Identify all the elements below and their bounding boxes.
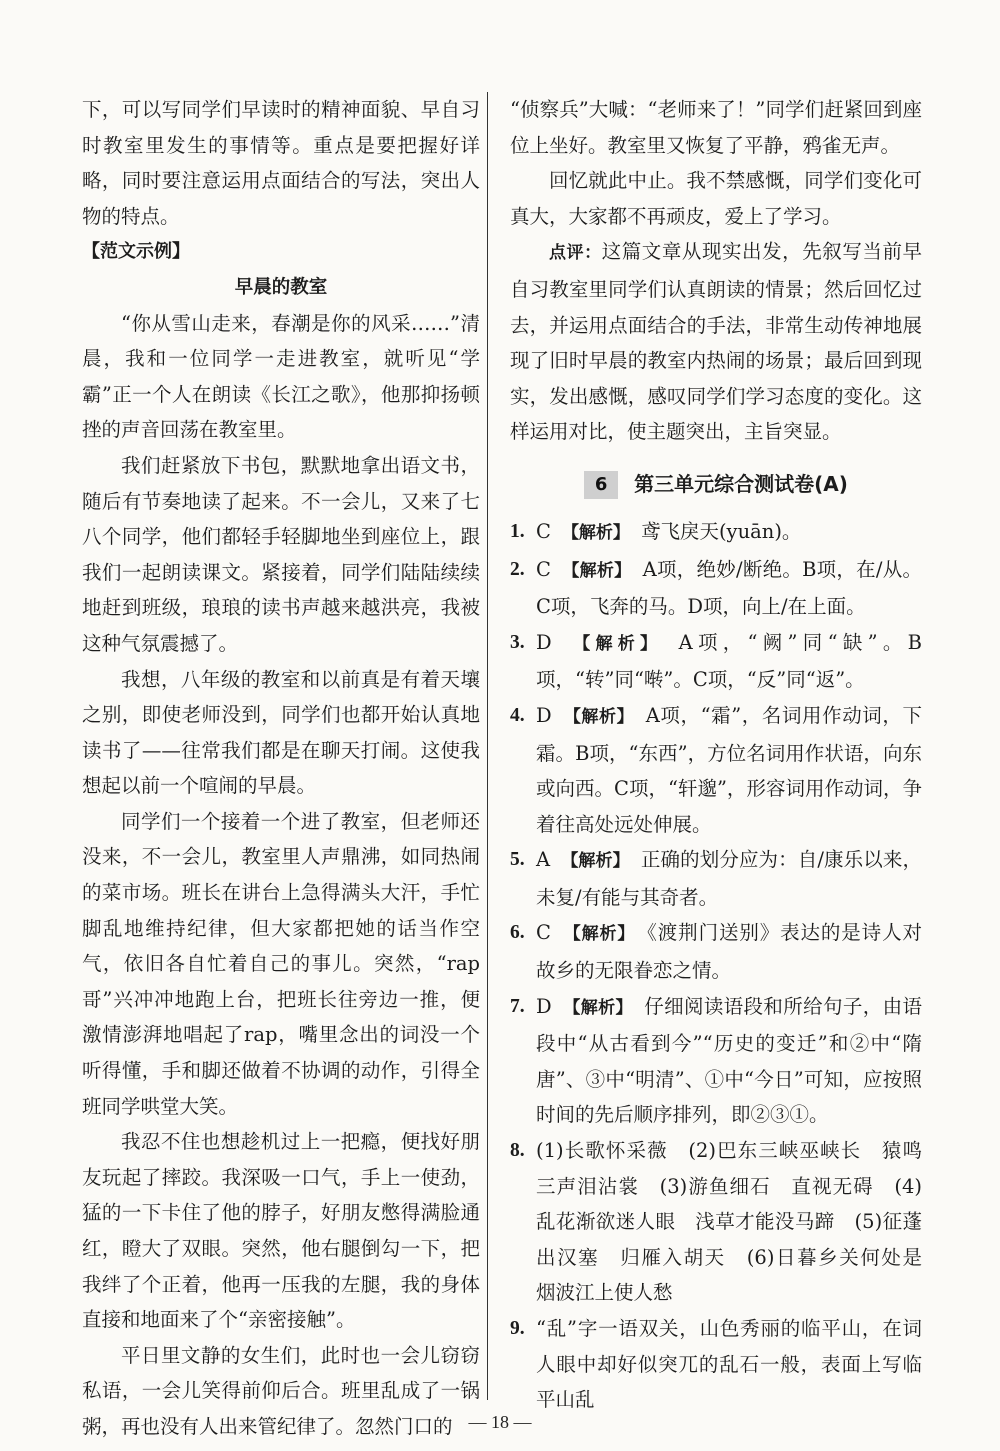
analysis-tag: 【解析】 (571, 997, 625, 1018)
analysis-tag: 【解析】 (581, 633, 654, 654)
answer-choice: D (536, 703, 552, 727)
question-number: 5. (510, 849, 525, 871)
essay-paragraph: 我想，八年级的教室和以前真是有着天壤之别，即使老师没到，同学们也都开始认真地读书了——往常我们都是在聊天打闹。这使我想起以前一个喧闹的早晨。 (82, 667, 480, 798)
question-number: 2. (510, 558, 525, 580)
essay-continuation: 回忆就此中止。我不禁感慨，同学们变化可真大，大家都不再顽皮，爱上了学习。 (510, 169, 922, 228)
section-label: 【范文示例】 (82, 241, 190, 263)
right-column (510, 92, 942, 1418)
question-number: 9. (510, 1318, 525, 1339)
answer-text: “乱”字一语双关，山色秀丽的临平山，在词人眼中却好似突兀的乱石一般，表面上写临平山乱 (536, 1317, 922, 1412)
essay-paragraph: 我们赶紧放下书包，默默地拿出语文书，随后有节奏地读了起来。不一会儿，又来了七八个同学，他们都轻手轻脚地坐到座位上，跟我们一起朗读课文。紧接着，同学们陆陆续续地赶到班级，琅琅的读书声越来越洪亮，我被这种气氛震撼了。 (82, 453, 480, 655)
question-number: 8. (510, 1140, 525, 1162)
answer-item (510, 915, 922, 988)
essay-continuation: “侦察兵”大喊：“老师来了！”同学们赶紧回到座位上坐好。教室里又恢复了平静，鸦雀无声。 (510, 98, 922, 157)
answer-choice: C (536, 557, 551, 581)
analysis-tag: 【解析】 (572, 924, 627, 945)
answer-item (510, 1133, 942, 1311)
question-number: 1. (510, 520, 525, 542)
answer-text: A项，“霜”，名词用作动词，下霜。B项，“东西”，方位名词用作状语，向东或向西。C项，“轩邈”，形容词用作动词，争着往高处远处伸展。 (536, 703, 922, 836)
answer-choice: A (536, 848, 551, 872)
column-divider (487, 92, 488, 1400)
answer-item (510, 698, 922, 842)
question-number: 4. (510, 704, 525, 726)
answer-text: 《渡荆门送别》表达的是诗人对故乡的无限眷恋之情。 (536, 921, 922, 983)
answer-item (510, 625, 922, 698)
comment-label: 点评： (549, 243, 602, 264)
answer-text: A项，绝妙/断绝。B项，在/从。C项，飞奔的马。D项，向上/在上面。 (536, 557, 922, 619)
answer-choice: D (536, 630, 552, 654)
essay-paragraph: 我忍不住也想趁机过上一把瘾，便找好朋友玩起了摔跤。我深吸一口气，手上一使劲，猛的一下卡住了他的脖子，好朋友憋得满脸通红，瞪大了双眼。突然，他右腿倒勾一下，把我绊了个正着，他再一压我的左腿，我的身体直接和地面来了个“亲密接触”。 (82, 1130, 480, 1332)
question-number: 3. (510, 631, 525, 653)
essay-paragraph: 同学们一个接着一个进了教室，但老师还没来，不一会儿，教室里人声鼎沸，如同热闹的菜市场。班长在讲台上急得满头大汗，手忙脚乱地维持纪律，但大家都把她的话当作空气，依旧各自忙着自己的事儿。突然，“rap哥”兴冲冲地跑上台，把班长往旁边一推，便激情澎湃地唱起了rap，嘴里念出的词没一个听得懂，手和脚还做着不协调的动作，引得全班同学哄堂大笑。 (82, 809, 480, 1118)
section-heading (510, 468, 922, 502)
answer-item (510, 552, 922, 625)
answer-item (510, 1311, 922, 1418)
answer-item (510, 514, 922, 552)
answer-choice: C (536, 921, 551, 945)
section-title: 第三单元综合测试卷(A) (634, 472, 848, 497)
question-number: 6. (510, 922, 525, 944)
analysis-tag: 【解析】 (569, 851, 622, 872)
answer-choice: D (536, 994, 552, 1018)
essay-paragraph: 平日里文静的女生们，此时也一会儿窃窃私语，一会儿笑得前仰后合。班里乱成了一锅粥，再也没有人出来管纪律了。忽然门口的 (82, 1343, 480, 1438)
answer-item (510, 842, 922, 915)
comment-text: 这篇文章从现实出发，先叙写当前早自习教室里同学们认真朗读的情景；然后回忆过去，并运用点面结合的手法，非常生动传神地展现了旧时早晨的教室内热闹的场景；最后回到现实，发出感慨，感叹同学们学习态度的变化。这样运用对比，使主题突出，主旨突显。 (510, 240, 922, 444)
answer-text: 正确的划分应为：自/康乐以来，未复/有能与其奇者。 (536, 848, 922, 909)
analysis-tag: 【解析】 (570, 560, 623, 581)
answer-text: 鸢飞戾天(yuān)。 (640, 519, 802, 543)
answer-text: A项，“阙”同“缺”。B项，“转”同“啭”。C项，“反”同“返”。 (536, 630, 922, 692)
essay-paragraph: “你从雪山走来，春潮是你的风采……”清晨，我和一位同学一走进教室，就听见“学霸”正一个人在朗读《长江之歌》，他那抑扬顿挫的声音回荡在教室里。 (82, 311, 480, 442)
page-number: — 18 — (468, 1412, 532, 1432)
answer-choice: C (536, 519, 551, 543)
answer-text: 仔细阅读语段和所给句子，由语段中“从古看到今”“历史的变迁”和②中“隋唐”、③中“明清”、①中“今日”可知，应按照时间的先后顺序排列，即②③①。 (536, 994, 922, 1127)
analysis-tag: 【解析】 (570, 522, 622, 543)
analysis-tag: 【解析】 (572, 706, 626, 727)
essay-title: 早晨的教室 (234, 276, 328, 298)
comment-paragraph (510, 234, 922, 450)
answer-item (510, 989, 922, 1133)
answer-text: (1)长歌怀采薇 (2)巴东三峡巫峡长 猿鸣三声泪沾裳 (3)游鱼细石 直视无碍 (4)乱花渐欲迷人眼 浅草才能没马蹄 (5)征蓬出汉塞 归雁入胡天 (6)日暮乡关何处是 烟波江上使人愁 (536, 1139, 942, 1305)
left-column (82, 92, 480, 1445)
question-number: 7. (510, 995, 525, 1017)
intro-text: 下，可以写同学们早读时的精神面貌、早自习时教室里发生的事情等。重点是要把握好详略，同时要注意运用点面结合的写法，突出人物的特点。 (82, 98, 480, 228)
section-number-badge: 6 (584, 471, 618, 499)
